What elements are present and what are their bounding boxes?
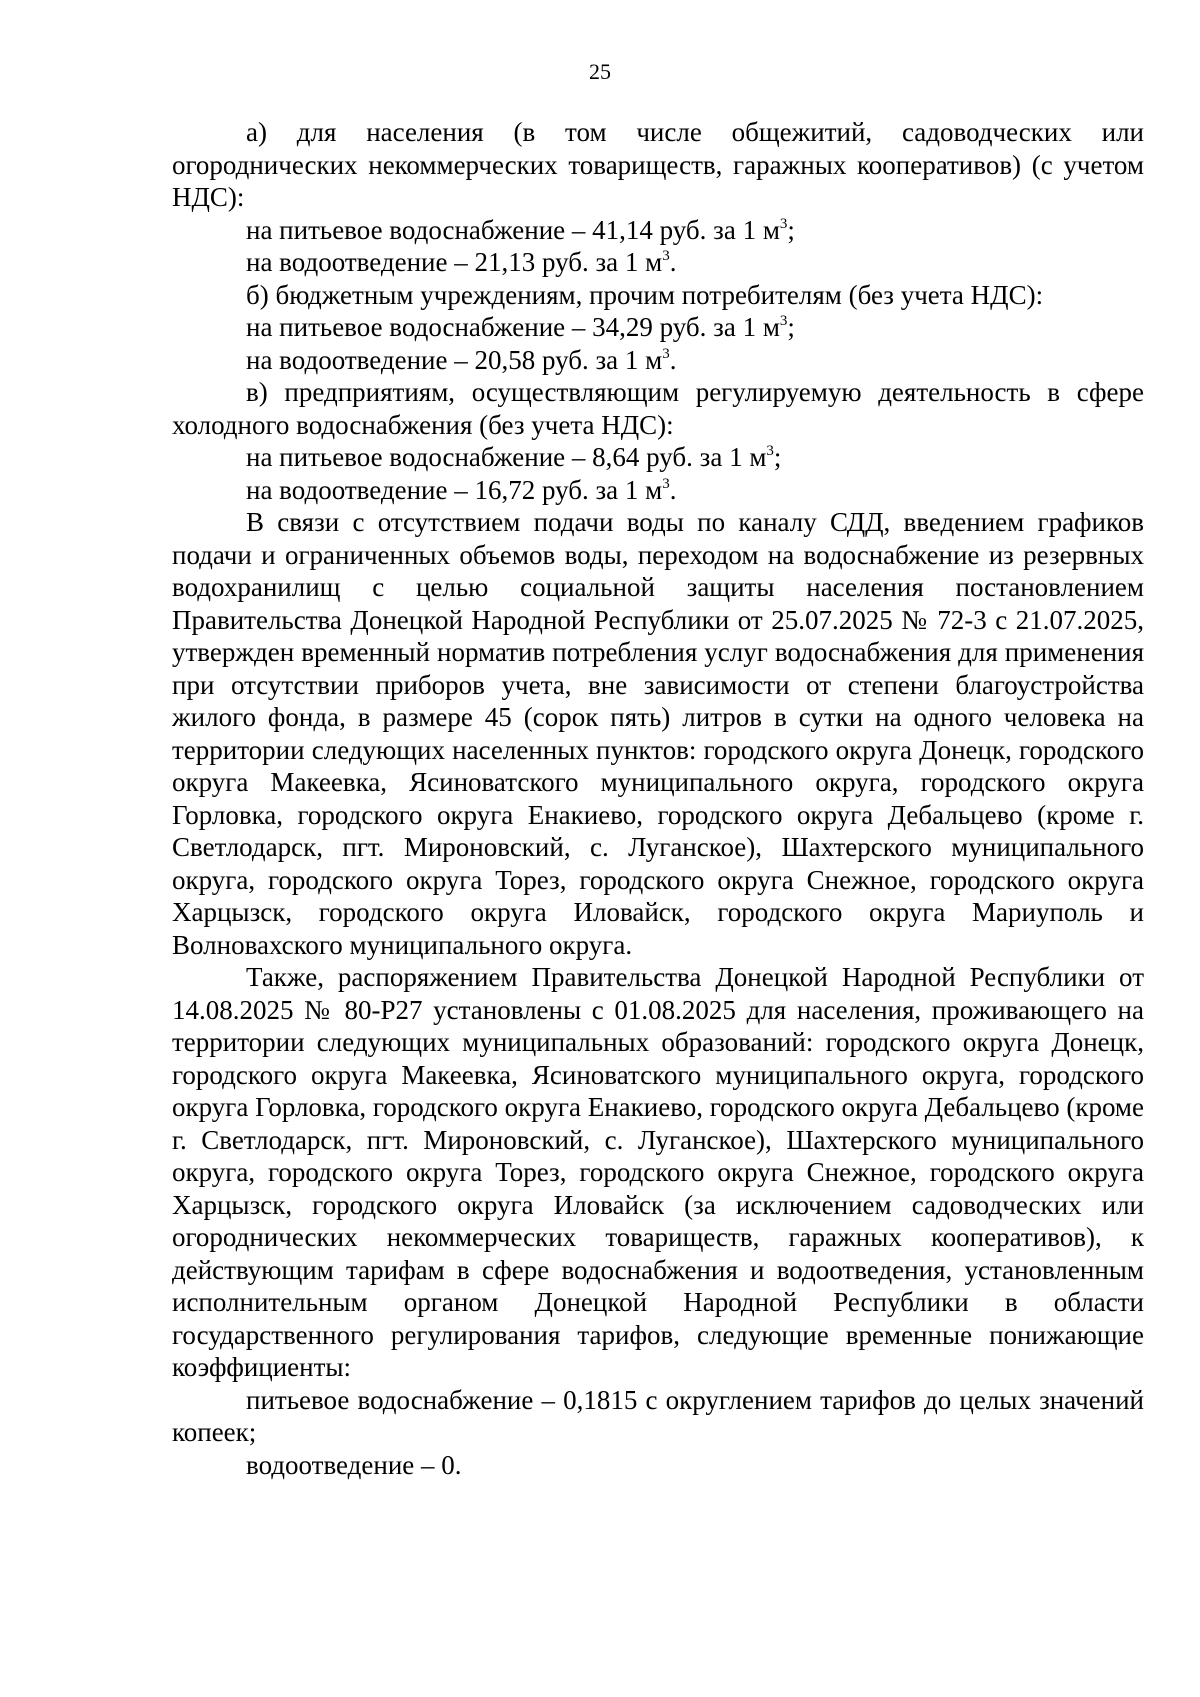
paragraph-enterprises: в) предприятиям, осуществляющим регулируемую деятельность в сфере холодного водоснабжения (без учета НДС):: [172, 377, 1144, 440]
paragraph-coefficient-water: питьевое водоснабжение – 0,1815 с округлением тарифов до целых значений копеек;: [172, 1384, 1144, 1447]
paragraph-budget-sewer: [172, 344, 1144, 377]
paragraph-coefficients: Также, распоряжением Правительства Донецкой Народной Республики от 14.08.2025 № 80-Р27 установлены с 01.08.2025 для населения, проживающего на территории следующих муниципальных образований: городского округа Донецк, городского округа Макеевка, Ясиноватского муниципального округа, городского округа Горловка, городского округа Енакиево, городского округа Дебальцево (кроме г. Светлодарск, пгт. Мироновский, с. Луганское), Шахтерского муниципального округа, городского округа Торез, городского округа Снежное, городского округа Харцызск, городского округа Иловайск (за исключением садоводческих или огороднических некоммерческих товариществ, гаражных кооперативов), к действующим тарифам в сфере водоснабжения и водоотведения, установленным исполнительным органом Донецкой Народной Республики в области государственного регулирования тарифов, следующие временные понижающие коэффициенты:: [172, 962, 1144, 1382]
superscript-3: 3: [662, 345, 670, 362]
tariff-end: .: [669, 344, 677, 375]
document-body: [172, 116, 1144, 1481]
paragraph-coefficient-sewer: водоотведение – 0.: [246, 1449, 462, 1480]
paragraph-population: а) для населения (в том числе общежитий, садоводческих или огороднических некоммерческих товариществ, гаражных кооперативов) (с учетом НДС):: [172, 117, 1144, 212]
tariff-end: ;: [787, 214, 795, 245]
paragraph-enterprises-sewer: [172, 474, 1144, 507]
paragraph-enterprises-water: [172, 441, 1144, 474]
superscript-3: 3: [662, 248, 670, 264]
superscript-3: 3: [766, 443, 774, 459]
tariff-end: .: [669, 247, 677, 277]
paragraph-population-water: [172, 214, 1144, 247]
superscript-3: 3: [779, 313, 788, 329]
tariff-end: ;: [787, 312, 795, 342]
tariff-text: на водоотведение – 21,13 руб. за 1 м: [246, 247, 663, 277]
tariff-text: на питьевое водоснабжение – 34,29 руб. за 1 м: [246, 312, 780, 342]
superscript-3: 3: [662, 475, 670, 492]
page-number: 25: [589, 59, 611, 84]
tariff-end: .: [669, 474, 677, 505]
paragraph-budget: б) бюджетным учреждениям, прочим потребителям (без учета НДС):: [246, 279, 1044, 310]
paragraph-population-sewer: [172, 246, 1144, 279]
tariff-text: на водоотведение – 20,58 руб. за 1 м: [246, 344, 663, 375]
tariff-end: ;: [773, 442, 782, 472]
superscript-3: 3: [779, 215, 788, 232]
tariff-text: на питьевое водоснабжение – 8,64 руб. за 1 м: [246, 442, 767, 472]
paragraph-water-norm: В связи с отсутствием подачи воды по каналу СДД, введением графиков подачи и ограниченных объемов воды, переходом на водоснабжение из резервных водохранилищ с целью социальной защиты населения постановлением Правительства Донецкой Народной Республики от 25.07.2025 № 72-3 с 21.07.2025, утвержден временный норматив потребления услуг водоснабжения для применения при отсутствии приборов учета, вне зависимости от степени благоустройства жилого фонда, в размере 45 (сорок пять) литров в сутки на одного человека на территории следующих населенных пунктов: городского округа Донецк, городского округа Макеевка, Ясиноватского муниципального округа, городского округа Горловка, городского округа Енакиево, городского округа Дебальцево (кроме г. Светлодарск, пгт. Мироновский, с. Луганское), Шахтерского муниципального округа, городского округа Торез, городского округа Снежное, городского округа Харцызск, городского округа Иловайск, городского округа Мариуполь и Волновахского муниципального округа.: [172, 507, 1144, 960]
paragraph-budget-water: [172, 311, 1144, 344]
tariff-text: на питьевое водоснабжение – 41,14 руб. за 1 м: [246, 214, 780, 245]
tariff-text: на водоотведение – 16,72 руб. за 1 м: [246, 474, 663, 505]
